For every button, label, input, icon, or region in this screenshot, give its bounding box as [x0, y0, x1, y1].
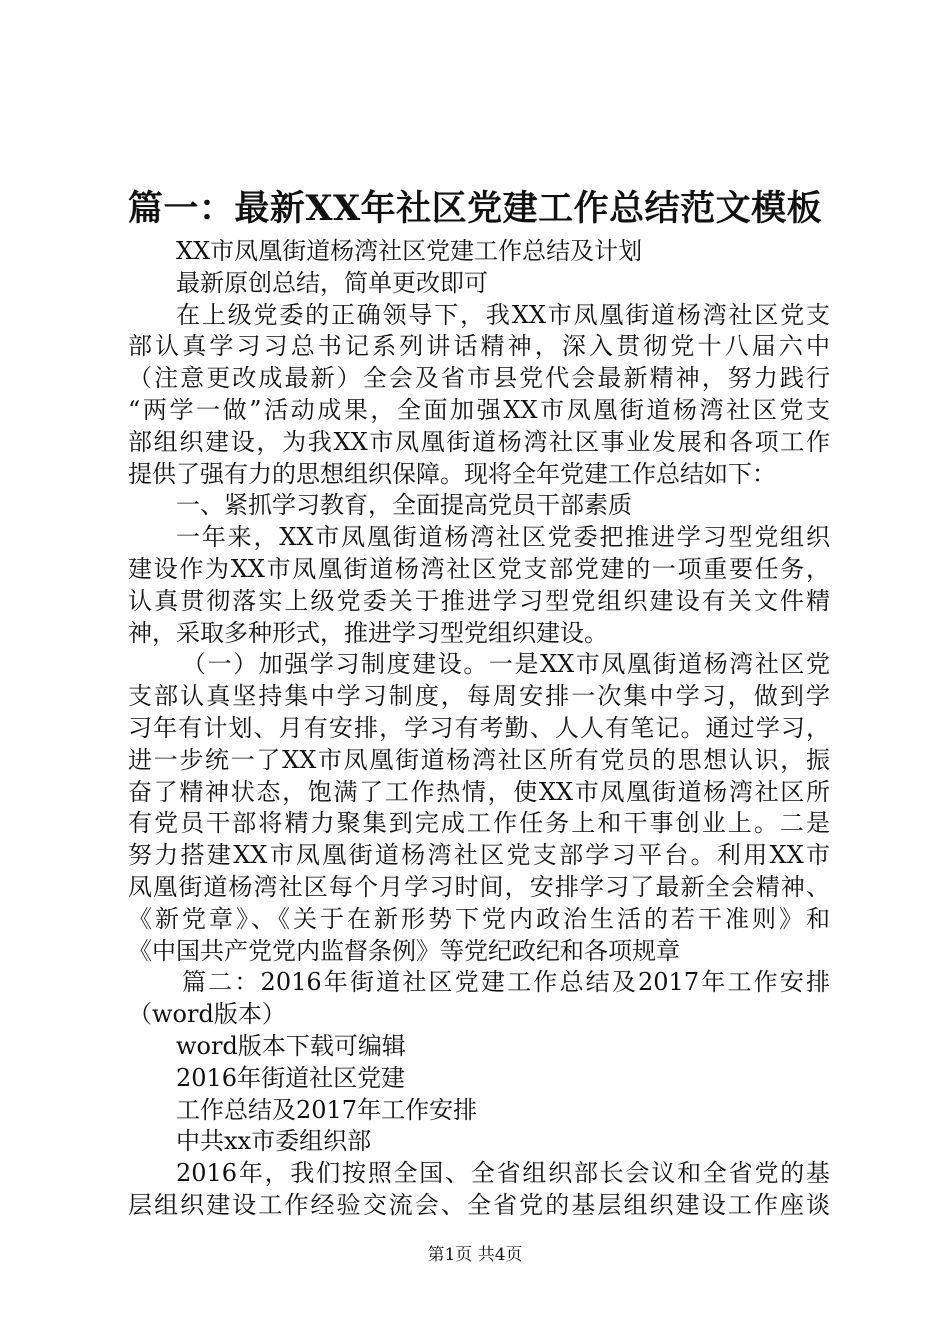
body-line: 建设作为XX市凤凰街道杨湾社区党支部党建的一项重要任务，: [128, 554, 830, 583]
body-line: 工作总结及2017年工作安排: [176, 1095, 478, 1124]
body-line: 层组织建设工作经验交流会、全省党的基层组织建设工作座谈: [128, 1190, 830, 1219]
section-heading: 篇二：2016年街道社区党建工作总结及2017年工作安排: [182, 968, 830, 997]
body-line: 神，采取多种形式，推进学习型党组织建设。: [128, 618, 608, 647]
body-line: （一）加强学习制度建设。一是XX市凤凰街道杨湾社区党: [182, 650, 830, 679]
body-line: （word版本）: [128, 1000, 286, 1029]
body-line: 部组织建设，为我XX市凤凰街道杨湾社区事业发展和各项工作: [128, 427, 830, 456]
body-line: word版本下载可编辑: [176, 1031, 406, 1060]
body-line: 提供了强有力的思想组织保障。现将全年党建工作总结如下：: [128, 459, 776, 488]
body-line: 一年来，XX市凤凰街道杨湾社区党委把推进学习型党组织: [176, 523, 830, 552]
document-title: 篇一：最新XX年社区党建工作总结范文模板: [127, 188, 823, 229]
body-line: 奋了精神状态，饱满了工作热情，使XX市凤凰街道杨湾社区所: [128, 777, 830, 806]
body-line: XX市凤凰街道杨湾社区党建工作总结及计划: [176, 237, 643, 265]
body-line: （注意更改成最新）全会及省市县党代会最新精神，努力践行: [128, 364, 830, 393]
body-line: 《中国共产党党内监督条例》等党纪政纪和各项规章: [128, 936, 680, 965]
document-body: [128, 236, 830, 1222]
body-line: “两学一做”活动成果，全面加强XX市凤凰街道杨湾社区党支: [128, 395, 830, 424]
body-line: 2016年，我们按照全国、全省组织部长会议和全省党的基: [176, 1159, 830, 1188]
body-line: 努力搭建XX市凤凰街道杨湾社区党支部学习平台。利用XX市: [128, 841, 830, 870]
body-line: 习年有计划、月有安排，学习有考勤、人人有笔记。通过学习，: [128, 713, 830, 742]
body-line: 2016年街道社区党建: [176, 1063, 406, 1092]
body-line: 进一步统一了XX市凤凰街道杨湾社区所有党员的思想认识，振: [128, 745, 830, 774]
body-line: 《新党章》、《关于在新形势下党内政治生活的若干准则》和: [128, 904, 830, 933]
body-line: 认真贯彻落实上级党委关于推进学习型党组织建设有关文件精: [128, 586, 830, 615]
body-line: 在上级党委的正确领导下，我XX市凤凰街道杨湾社区党支: [176, 300, 830, 329]
body-line: 最新原创总结，简单更改即可: [176, 268, 488, 297]
body-line: 中共xx市委组织部: [176, 1127, 372, 1156]
section-heading: 一、紧抓学习教育，全面提高党员干部素质: [176, 491, 632, 520]
page-footer: 第1页 共4页: [427, 1245, 523, 1265]
body-line: 部认真学习习总书记系列讲话精神，深入贯彻党十八届六中: [128, 332, 830, 361]
body-line: 有党员干部将精力聚集到完成工作任务上和干事创业上。二是: [128, 809, 830, 838]
body-line: 凤凰街道杨湾社区每个月学习时间，安排学习了最新全会精神、: [128, 872, 830, 901]
body-line: 支部认真坚持集中学习制度，每周安排一次集中学习，做到学: [128, 682, 830, 711]
